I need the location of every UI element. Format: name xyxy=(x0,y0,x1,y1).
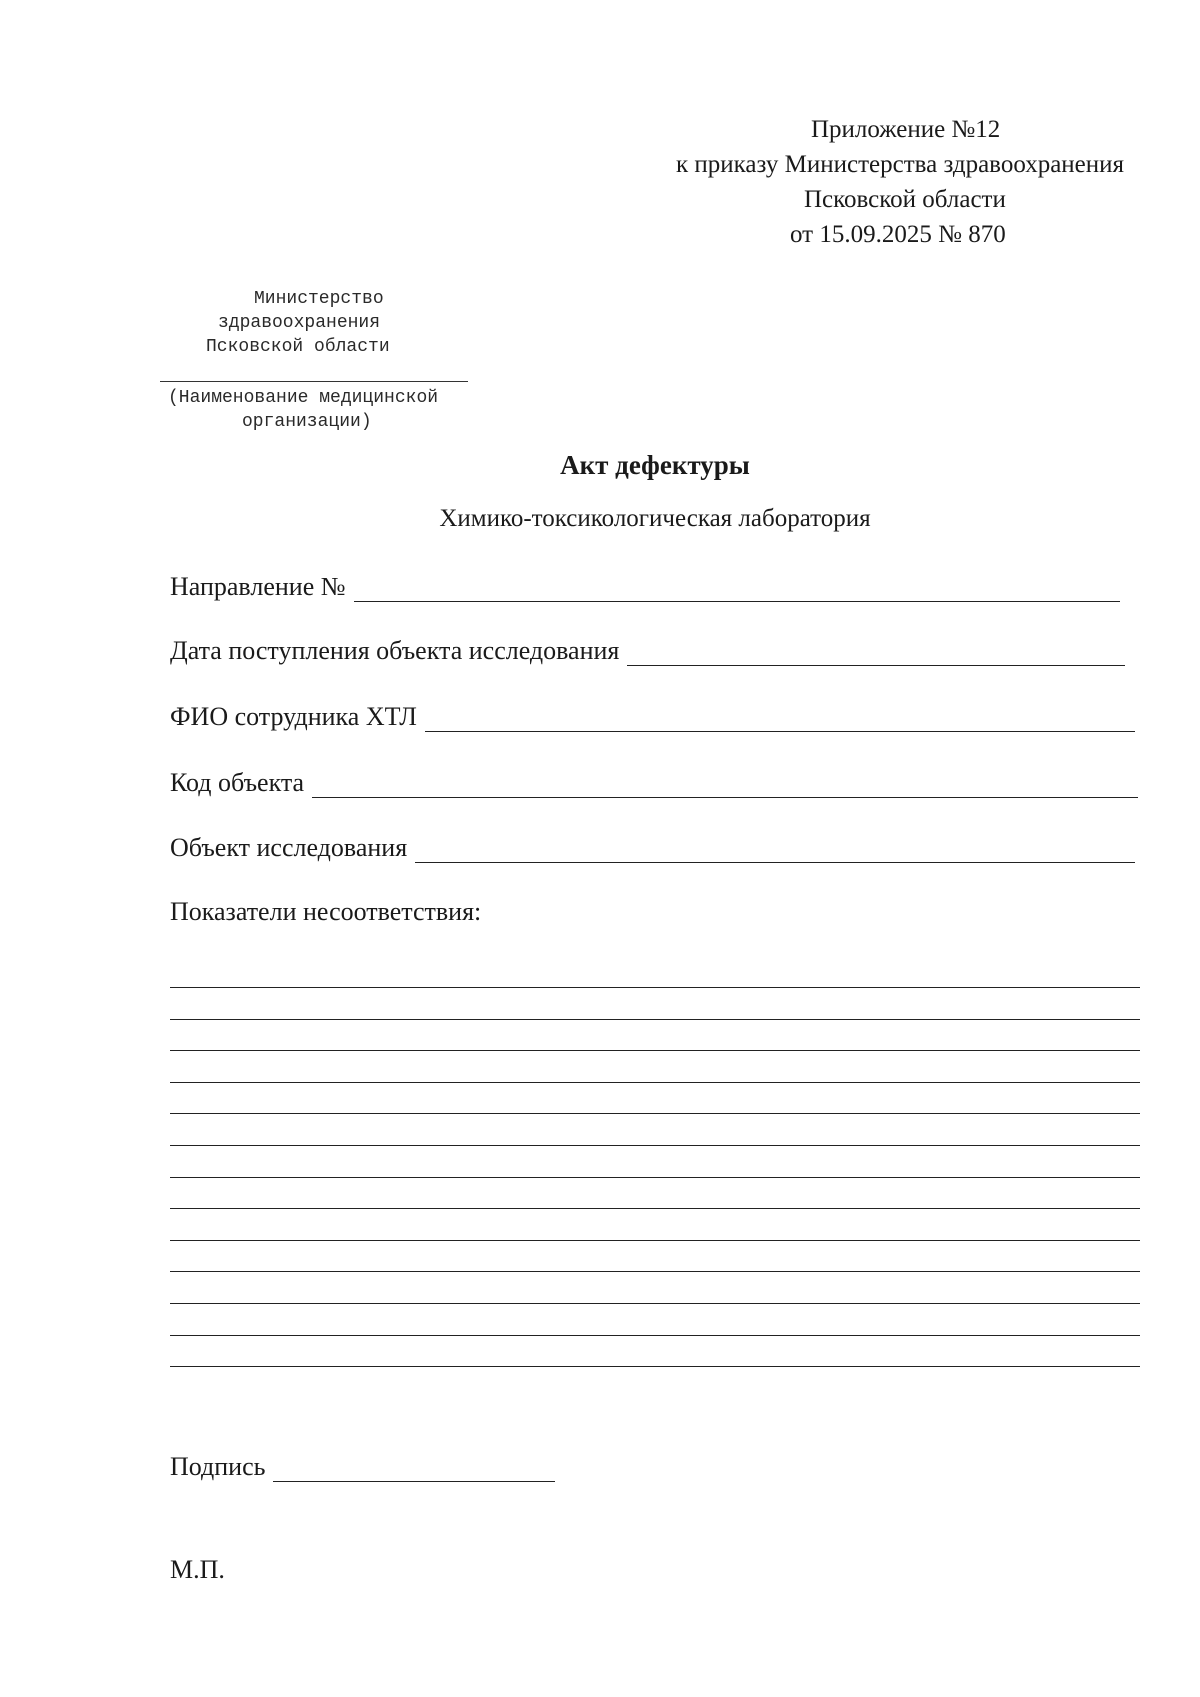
object-code-label: Код объекта xyxy=(170,768,305,797)
blank-line xyxy=(170,1146,1140,1178)
blank-line xyxy=(170,1241,1140,1273)
appendix-header xyxy=(640,112,1140,252)
organization-block xyxy=(160,287,490,434)
appendix-order-date-number: от 15.09.2025 № 870 xyxy=(790,221,1006,248)
blank-line xyxy=(170,1020,1140,1052)
research-object-field xyxy=(170,833,1135,863)
receipt-date-label: Дата поступления объекта исследования xyxy=(170,636,620,665)
stamp-place-label: М.П. xyxy=(170,1555,225,1584)
blank-line xyxy=(170,1304,1140,1336)
receipt-date-field xyxy=(170,636,1125,666)
employee-name-label: ФИО сотрудника ХТЛ xyxy=(170,702,417,731)
blank-line xyxy=(170,1336,1140,1368)
employee-name-field xyxy=(170,702,1135,732)
research-object-blank xyxy=(415,840,1135,863)
document-subtitle: Химико-токсикологическая лаборатория xyxy=(439,505,871,532)
nonconformity-blank-lines xyxy=(170,968,1140,1367)
object-code-field xyxy=(170,768,1138,798)
signature-blank xyxy=(273,1459,555,1482)
receipt-date-blank xyxy=(627,643,1125,666)
object-code-blank xyxy=(312,775,1138,798)
employee-name-blank xyxy=(425,709,1135,732)
organization-line-2: здравоохранения xyxy=(218,313,381,333)
signature-field xyxy=(170,1452,555,1482)
blank-line xyxy=(170,1114,1140,1146)
referral-number-label: Направление № xyxy=(170,572,346,601)
blank-line xyxy=(170,968,1140,988)
referral-number-blank xyxy=(354,579,1120,602)
blank-line xyxy=(170,1051,1140,1083)
signature-label: Подпись xyxy=(170,1452,266,1481)
organization-underline xyxy=(160,381,468,382)
organization-caption-line-1: (Наименование медицинской xyxy=(168,388,439,408)
organization-caption-line-2: организации) xyxy=(242,412,372,432)
document-title: Акт дефектуры xyxy=(560,450,750,480)
appendix-region: Псковской области xyxy=(804,186,1006,213)
organization-line-3: Псковской области xyxy=(206,337,390,357)
referral-number-field xyxy=(170,572,1120,602)
blank-line xyxy=(170,1272,1140,1304)
blank-line xyxy=(170,1209,1140,1241)
organization-line-1: Министерство xyxy=(254,289,384,309)
blank-line xyxy=(170,1083,1140,1115)
appendix-order-reference: к приказу Министерства здравоохранения xyxy=(676,151,1125,178)
blank-line xyxy=(170,1178,1140,1210)
appendix-number: Приложение №12 xyxy=(811,116,1001,143)
blank-line xyxy=(170,988,1140,1020)
research-object-label: Объект исследования xyxy=(170,833,408,862)
nonconformity-indicators-label: Показатели несоответствия: xyxy=(170,897,482,926)
